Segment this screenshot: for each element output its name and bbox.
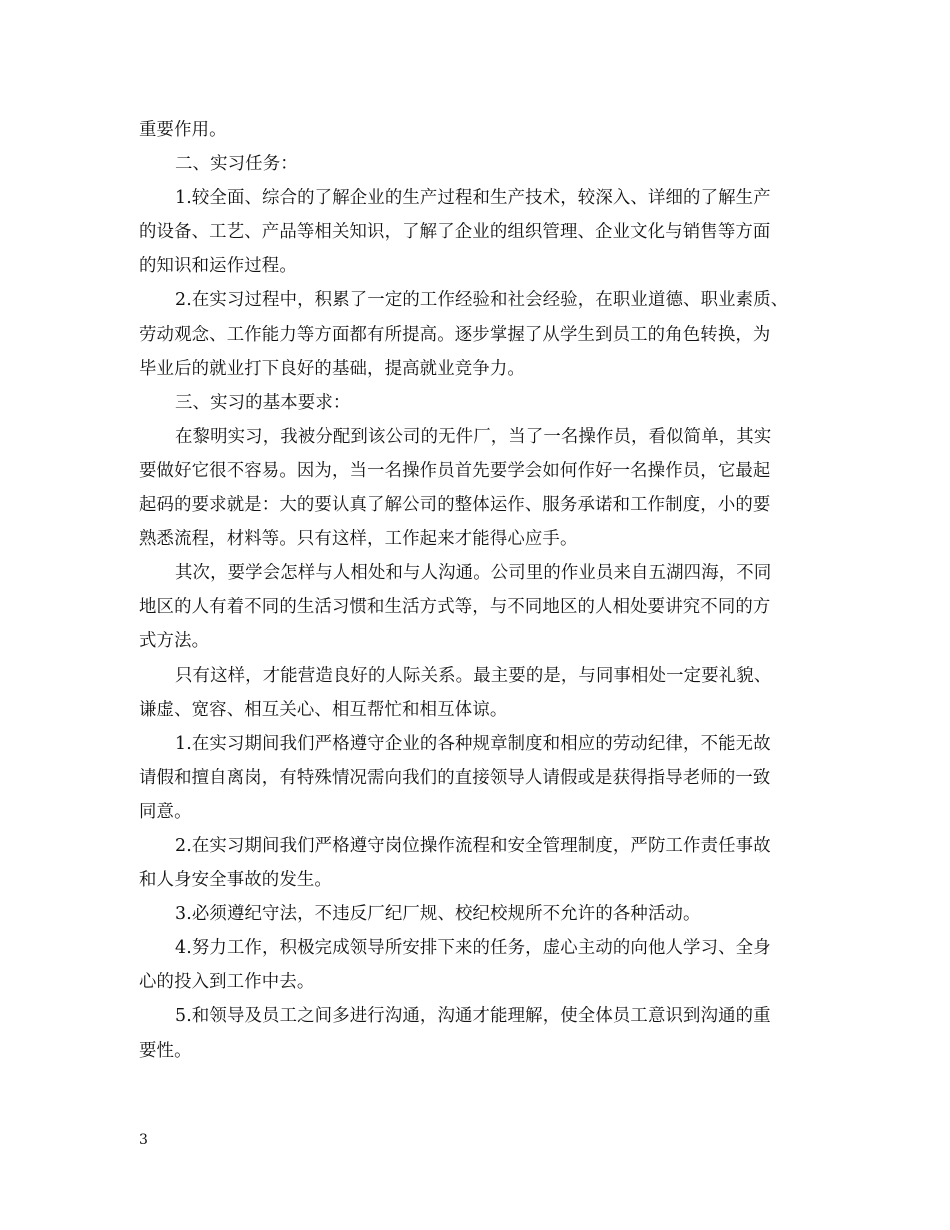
- text-line: 2.在实习过程中，积累了一定的工作经验和社会经验，在职业道德、职业素质、: [175, 290, 789, 311]
- text-line: 要性。: [139, 1040, 192, 1061]
- text-line: 的知识和运作过程。: [139, 256, 297, 277]
- text-line: 地区的人有着不同的生活习惯和生活方式等，与不同地区的人相处要讲究不同的方: [139, 597, 771, 618]
- text-line: 5.和领导及员工之间多进行沟通，沟通才能理解，使全体员工意识到沟通的重: [175, 1006, 771, 1027]
- text-line: 要做好它很不容易。因为，当一名操作员首先要学会如何作好一名操作员，它最起: [139, 460, 771, 481]
- text-line: 毕业后的就业打下良好的基础，提高就业竞争力。: [139, 358, 525, 379]
- text-line: 同意。: [139, 801, 192, 822]
- text-line: 心的投入到工作中去。: [139, 972, 315, 993]
- text-line: 1.较全面、综合的了解企业的生产过程和生产技术，较深入、详细的了解生产: [175, 188, 771, 209]
- text-line: 4.努力工作，积极完成领导所安排下来的任务，虚心主动的向他人学习、全身: [175, 938, 771, 959]
- text-line: 的设备、工艺、产品等相关知识，了解了企业的组织管理、企业文化与销售等方面: [139, 222, 771, 243]
- text-line: 三、实习的基本要求：: [175, 392, 351, 413]
- text-line: 谦虚、宽容、相互关心、相互帮忙和相互体谅。: [139, 699, 508, 720]
- text-line: 重要作用。: [139, 120, 227, 140]
- text-line: 二、实习任务：: [175, 154, 298, 175]
- text-line: 1.在实习期间我们严格遵守企业的各种规章制度和相应的劳动纪律，不能无故: [175, 733, 771, 754]
- text-line: 劳动观念、工作能力等方面都有所提高。逐步掌握了从学生到员工的角色转换，为: [139, 324, 771, 345]
- text-line: 熟悉流程，材料等。只有这样，工作起来才能得心应手。: [139, 529, 578, 550]
- text-line: 2.在实习期间我们严格遵守岗位操作流程和安全管理制度，严防工作责任事故: [175, 835, 771, 856]
- text-line: 和人身安全事故的发生。: [139, 870, 332, 891]
- body-text: [139, 113, 819, 1068]
- text-line: 其次，要学会怎样与人相处和与人沟通。公司里的作业员来自五湖四海，不同: [175, 563, 772, 584]
- text-line: 3.必须遵纪守法，不违反厂纪厂规、校纪校规所不允许的各种活动。: [175, 904, 701, 925]
- page-number: 3: [139, 1132, 148, 1148]
- text-line: 请假和擅自离岗，有特殊情况需向我们的直接领导人请假或是获得指导老师的一致: [139, 767, 771, 788]
- text-line: 式方法。: [139, 631, 210, 652]
- text-line: 在黎明实习，我被分配到该公司的无件厂，当了一名操作员，看似简单，其实: [175, 426, 772, 447]
- text-line: 只有这样，才能营造良好的人际关系。最主要的是，与同事相处一定要礼貌、: [175, 665, 772, 686]
- text-line: 起码的要求就是：大的要认真了解公司的整体运作、服务承诺和工作制度，小的要: [139, 495, 771, 516]
